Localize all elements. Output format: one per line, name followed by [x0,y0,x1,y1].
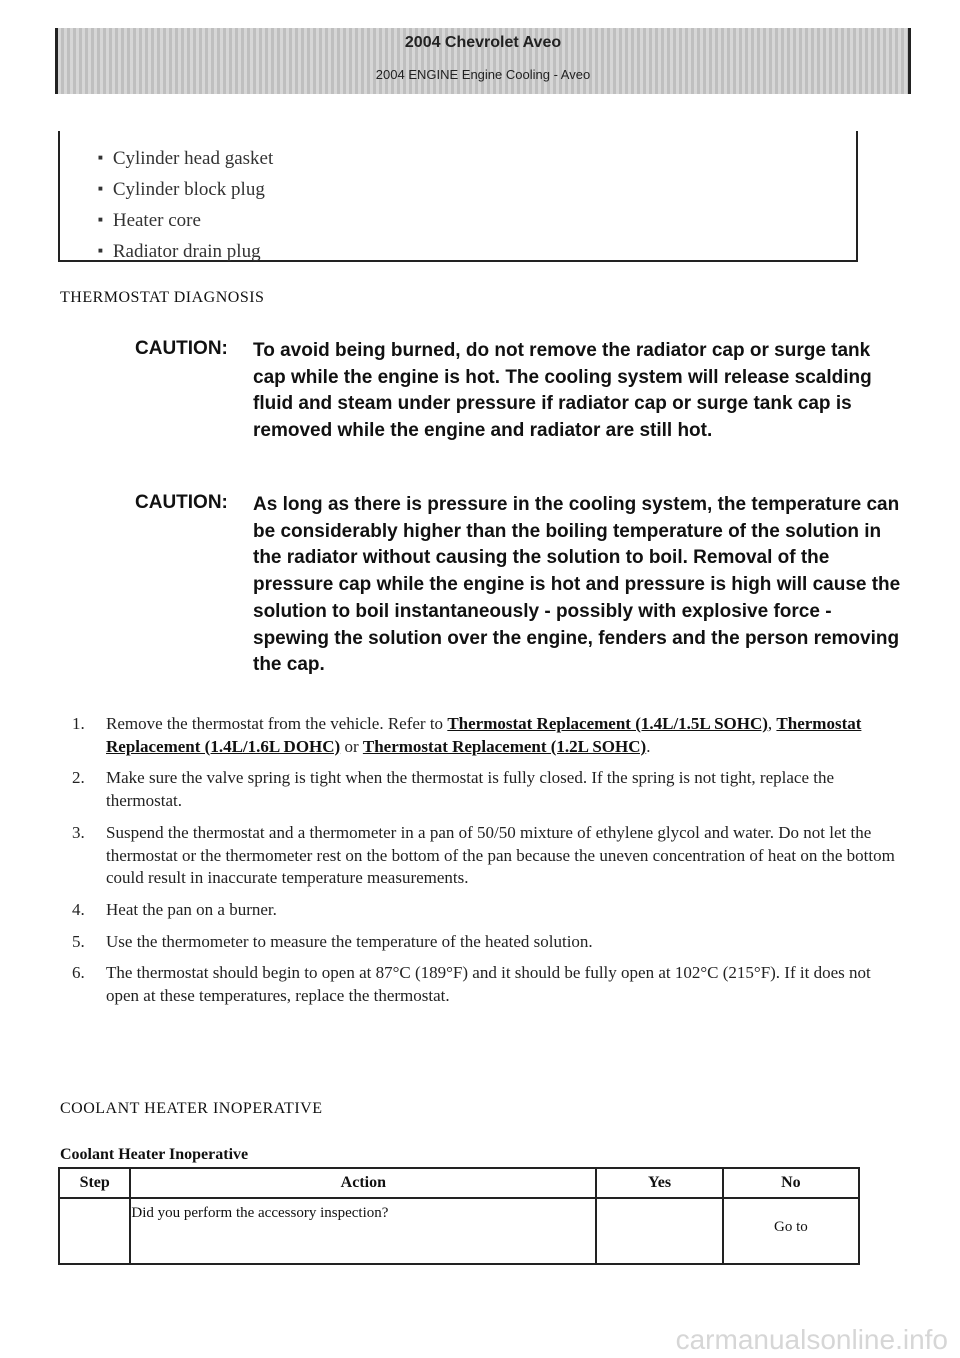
leak-points-box [58,131,858,262]
cell-step [59,1198,130,1264]
list-item: ■ Cylinder block plug [98,174,273,205]
step-number: 5. [72,931,85,951]
caution-label: CAUTION: [135,338,228,359]
caution-label: CAUTION: [135,492,228,513]
cell-action: Did you perform the accessory inspection? [130,1198,596,1264]
step-item [72,931,902,954]
step-text: The thermostat should begin to open at 87°C (189°F) and it should be fully open at 102°C (215°F). If it does not open at these temperatures, replace the thermostat. [106,963,871,1006]
document-header [55,28,911,94]
list-item: ■ Heater core [98,205,273,236]
thermostat-replacement-link[interactable]: Thermostat Replacement (1.2L SOHC) [362,736,647,756]
column-header-no: No [723,1168,859,1198]
list-item: ■ Radiator drain plug [98,236,273,267]
thermostat-replacement-link[interactable]: Thermostat Replacement (1.4L/1.5L SOHC) [447,714,768,733]
cell-yes [596,1198,722,1264]
step-number: 2. [72,768,85,788]
column-header-action: Action [130,1168,596,1198]
step-number: 4. [72,899,85,919]
list-item: ■ Cylinder head gasket [98,143,273,174]
watermark: carmanualsonline.info [675,1324,948,1355]
caution-text: To avoid being burned, do not remove the radiator cap or surge tank cap while the engine is hot. The cooling system will release scalding fluid and steam under pressure if radiator cap or surge tank cap is removed while the engine and radiator are still hot. [253,340,872,442]
column-header-yes: Yes [596,1168,722,1198]
step-item [72,767,902,812]
table-caption: Coolant Heater Inoperative [60,1146,249,1163]
thermostat-diagnosis-heading: THERMOSTAT DIAGNOSIS [60,289,265,306]
step-text: Heat the pan on a burner. [106,899,277,919]
step-text: . [646,736,651,756]
thermostat-replacement-link[interactable]: Thermostat Replacement (1.4L/1.6L DOHC) [106,714,862,756]
step-text: , [767,714,777,733]
step-item [72,822,902,890]
step-text: or [340,736,363,756]
leak-points-list [98,143,273,267]
coolant-heater-table [58,1167,860,1265]
step-text: Make sure the valve spring is tight when the thermostat is fully closed. If the spring is not tight, replace the thermostat. [106,768,835,811]
coolant-heater-heading: COOLANT HEATER INOPERATIVE [60,1100,323,1117]
step-item [72,962,902,1007]
document-subtitle: 2004 ENGINE Engine Cooling - Aveo [375,67,591,82]
table-header-row [59,1168,859,1198]
step-item [72,899,902,922]
step-item [72,713,902,758]
step-text: Use the thermometer to measure the temperature of the heated solution. [106,931,593,951]
caution-text: As long as there is pressure in the cooling system, the temperature can be considerably higher than the boiling temperature of the solution in the radiator without causing the solution to boil. Removal of the pressure cap while the engine is hot and pressure is high will cause the solution to boil instantaneously - possibly with explosive force - spewing the solution over the engine, fenders and the person removing the cap. [253,494,901,676]
document-title: 2004 Chevrolet Aveo [404,34,562,51]
step-number: 1. [72,714,85,733]
step-number: 6. [72,963,85,983]
step-number: 3. [72,822,85,842]
step-text: Remove the thermostat from the vehicle. Refer to [106,714,448,733]
column-header-step: Step [59,1168,130,1198]
thermostat-test-steps [72,713,902,1017]
step-text: Suspend the thermostat and a thermometer in a pan of 50/50 mixture of ethylene glycol and water. Do not let the thermostat or the thermometer rest on the bottom of the pan because the uneven concentration of heat on the bottom could result in inaccurate temperature measurements. [106,822,895,888]
table-row [59,1198,859,1264]
cell-no: Go to [723,1198,859,1264]
